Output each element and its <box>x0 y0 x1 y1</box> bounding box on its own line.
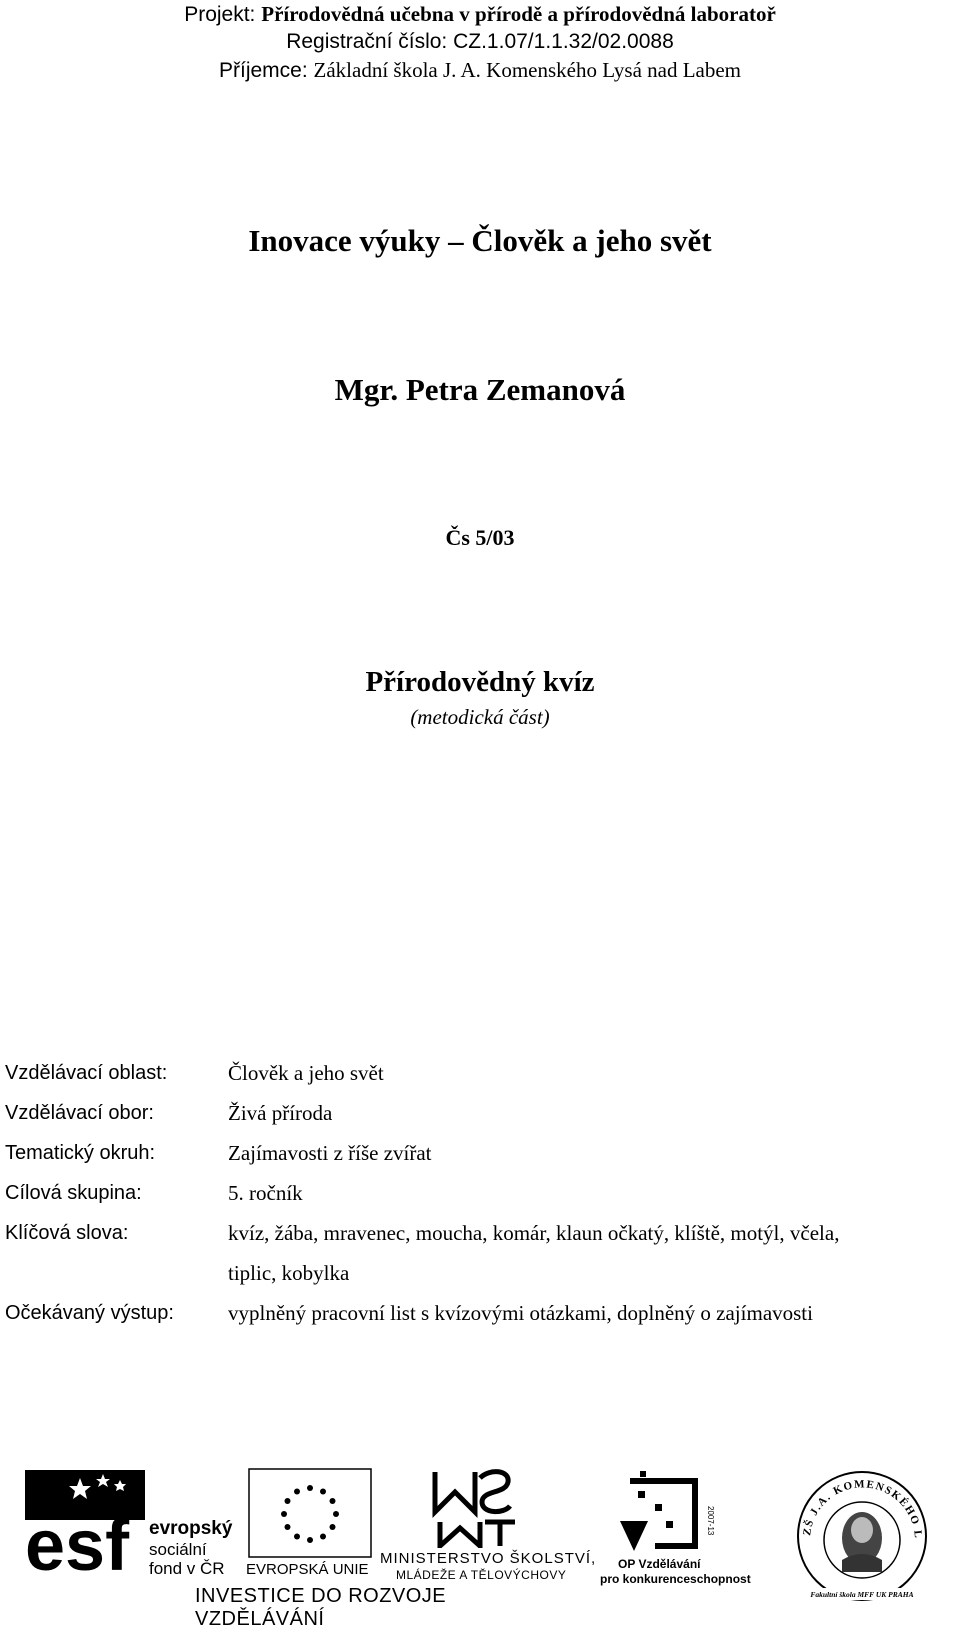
recipient-value: Základní škola J. A. Komenského Lysá nad Labem <box>313 58 742 82</box>
meta-value: vyplněný pracovní list s kvízovými otázkami, doplněný o zajímavosti <box>228 1301 813 1325</box>
meta-value: 5. ročník <box>228 1181 303 1205</box>
author-name: Mgr. Petra Zemanová <box>334 372 626 407</box>
meta-value: kvíz, žába, mravenec, moucha, komár, klaun očkatý, klíště, motýl, včela, <box>228 1221 840 1245</box>
eu-label: EVROPSKÁ UNIE <box>246 1561 369 1578</box>
project-line <box>0 0 960 29</box>
project-label: Projekt: <box>184 3 256 26</box>
registration-label: Registrační číslo: <box>286 30 448 53</box>
msmt-logo <box>380 1464 595 1584</box>
main-title: Inovace výuky – Člověk a jeho svět <box>248 223 712 258</box>
msmt-line1: MINISTERSTVO ŠKOLSTVÍ, <box>380 1550 597 1567</box>
esf-letters: esf <box>25 1506 130 1580</box>
registration-line <box>0 28 960 56</box>
recipient-label: Příjemce: <box>218 59 308 82</box>
meta-value: Zajímavosti z říše zvířat <box>228 1141 432 1165</box>
esf-line1: evropský <box>149 1518 233 1539</box>
msmt-line2: MLÁDEŽE A TĚLOVÝCHOVY <box>396 1568 567 1582</box>
esf-line3: fond v ČR <box>149 1559 225 1578</box>
meta-label: Cílová skupina: <box>5 1182 142 1204</box>
meta-label: Vzdělávací obor: <box>5 1102 154 1124</box>
esf-mark-icon <box>25 1470 145 1580</box>
meta-label: Tematický okruh: <box>5 1142 156 1164</box>
meta-value: tiplic, kobylka <box>228 1261 350 1285</box>
op-line1: OP Vzdělávání <box>618 1557 701 1571</box>
eu-flag-icon <box>248 1468 372 1558</box>
school-bottom-text: Fakultní škola MFF UK PRAHA <box>810 1590 914 1599</box>
op-year: 2007-13 <box>706 1506 715 1536</box>
esf-logo <box>25 1470 245 1580</box>
op-logo <box>600 1466 750 1586</box>
registration-number: CZ.1.07/1.1.32/02.0088 <box>453 30 674 53</box>
recipient-line <box>0 56 960 85</box>
school-seal-icon <box>790 1460 935 1605</box>
meta-value: Člověk a jeho svět <box>228 1061 384 1085</box>
document-subtitle: (metodická část) <box>410 705 550 729</box>
document-code: Čs 5/03 <box>445 525 515 550</box>
op-mark-icon <box>600 1466 720 1556</box>
project-name: Přírodovědná učebna v přírodě a přírodovědná laboratoř <box>261 2 776 26</box>
meta-label: Vzdělávací oblast: <box>5 1062 168 1084</box>
meta-label: Očekávaný výstup: <box>5 1302 174 1324</box>
school-seal <box>790 1460 935 1605</box>
meta-label: Klíčová slova: <box>5 1222 129 1244</box>
meta-value: Živá příroda <box>228 1101 333 1125</box>
msmt-mark-icon <box>380 1464 595 1548</box>
eu-logo <box>248 1468 373 1583</box>
document-title: Přírodovědný kvíz <box>365 666 595 698</box>
school-ring-text: ZŠ J.A. KOMENSKÉHO L <box>801 1478 925 1539</box>
esf-line2: sociální <box>149 1540 207 1559</box>
footer-investment-text: INVESTICE DO ROZVOJE VZDĚLÁVÁNÍ <box>195 1585 447 1630</box>
op-line2: pro konkurenceschopnost <box>600 1572 751 1586</box>
